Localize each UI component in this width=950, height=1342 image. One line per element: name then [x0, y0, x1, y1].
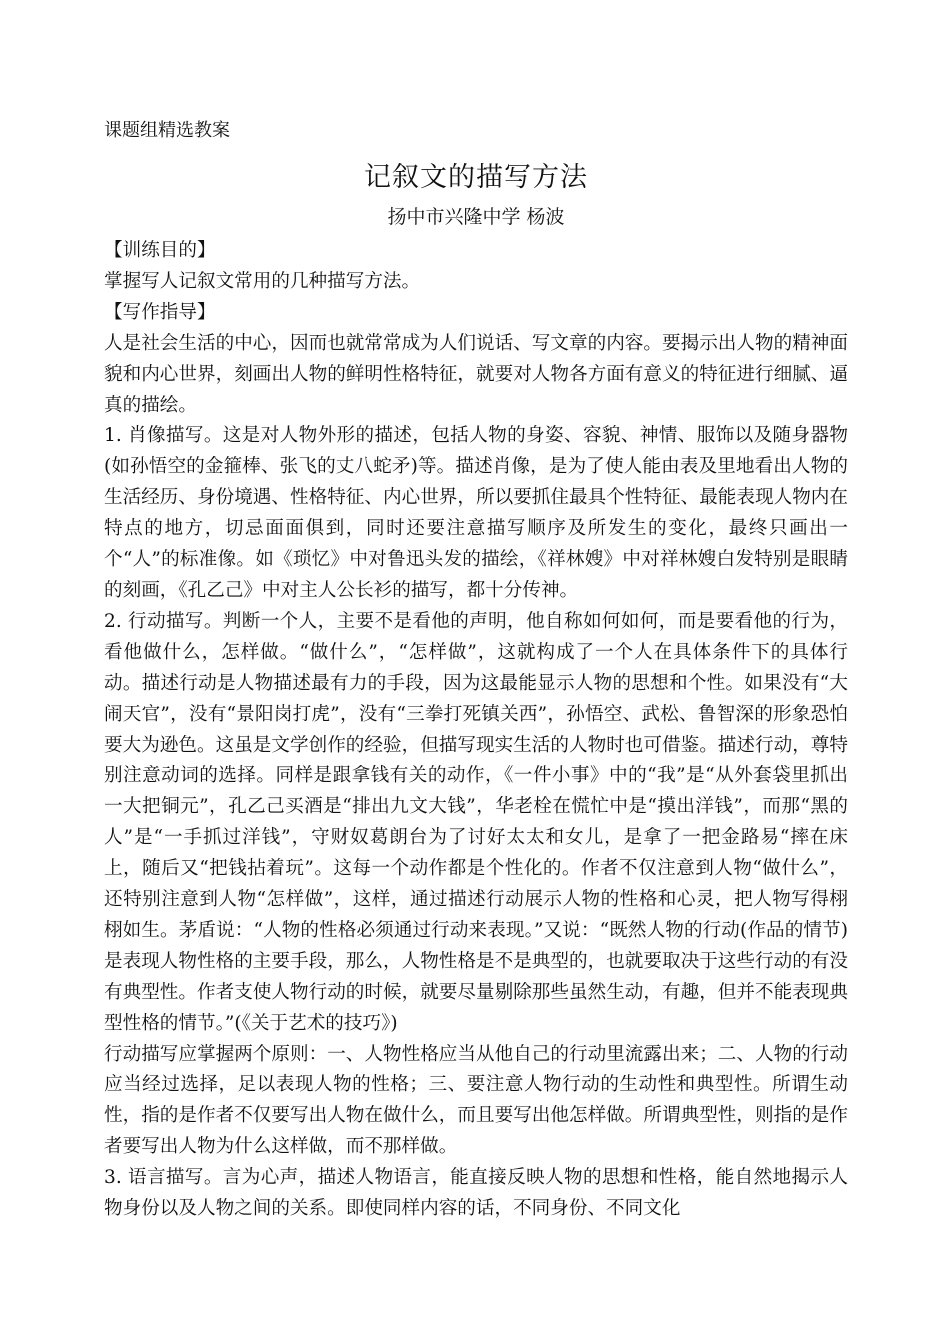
author-line: 扬中市兴隆中学 杨波	[387, 206, 565, 228]
guide-heading: 【写作指导】	[104, 301, 216, 323]
intro-paragraph: 人是社会生活的中心，因而也就常常成为人们说话、写文章的内容。要揭示出人物的精神面貌和内心世界，刻画出人物的鲜明性格特征，就要对人物各方面有意义的特征进行细腻、逼真的描绘。	[104, 332, 848, 416]
document-page	[104, 116, 848, 1225]
header-label: 课题组精选教案	[104, 120, 230, 141]
action-principles-paragraph: 行动描写应掌握两个原则：一、人物性格应当从他自己的行动里流露出来；二、人物的行动应当经过选择，足以表现人物的性格；三、要注意人物行动的生动性和典型性。所谓生动性，指的是作者不仅要写出人物在做什么，而且要写出他怎样做。所谓典型性，则指的是作者要写出人物为什么这样做，而不那样做。	[104, 1043, 848, 1158]
document-title: 记叙文的描写方法	[364, 162, 588, 193]
goal-heading: 【训练目的】	[104, 240, 216, 261]
goal-text: 掌握写人记叙文常用的几种描写方法。	[104, 270, 421, 292]
action-paragraph: 2. 行动描写。判断一个人，主要不是看他的声明，他自称如何如何，而是要看他的行为，看他做什么，怎样做。“做什么”，“怎样做”，这就构成了一个人在具体条件下的具体行动。描述行动是人物描述最有力的手段，因为这最能显示人物的思想和个性。如果没有“大闹天官”，没有“景阳岗打虎”，没有“三拳打死镇关西”，孙悟空、武松、鲁智深的形象恐怕要大为逊色。这虽是文学创作的经验，但描写现实生活的人物时也可借鉴。描述行动，尊特别注意动词的选择。同样是跟拿钱有关的动作，《一件小事》中的“我”是“从外套袋里抓出一大把铜元”，孔乙己买酒是“排出九文大钱”，华老栓在慌忙中是“摸出洋钱”，而那“黑的人”是“一手抓过洋钱”，守财奴葛朗台为了讨好太太和女儿，是拿了一把金路易“摔在床上，随后又“把钱拈着玩”。这每一个动作都是个性化的。作者不仅注意到人物“做什么”，还特别注意到人物“怎样做”，这样，通过描述行动展示人物的性格和心灵，把人物写得栩栩如生。茅盾说：“人物的性格必须通过行动来表现。”又说：“既然人物的行动(作品的情节)是表现人物性格的主要手段，那么，人物性格是不是典型的，也就要取决于这些行动的有没有典型性。作者支使人物行动的时候，就要尽量剔除那些虽然生动，有趣，但并不能表现典型性格的情节。”(《关于艺术的技巧》)	[104, 610, 848, 1034]
language-paragraph: 3. 语言描写。言为心声，描述人物语言，能直接反映人物的思想和性格，能自然地揭示人物身份以及人物之间的关系。即使同样内容的话，不同身份、不同文化	[104, 1167, 848, 1220]
portrait-paragraph: 1. 肖像描写。这是对人物外形的描述，包括人物的身姿、容貌、神情、服饰以及随身器物(如孙悟空的金箍棒、张飞的丈八蛇矛)等。描述肖像，是为了使人能由表及里地看出人物的生活经历、身份境遇、性格特征、内心世界，所以要抓住最具个性特征、最能表现人物内在特点的地方，切忌面面俱到，同时还要注意描写顺序及所发生的变化，最终只画出一个“人”的标准像。如《琐忆》中对鲁迅头发的描绘，《祥林嫂》中对祥林嫂白发特别是眼睛的刻画，《孔乙己》中对主人公长衫的描写，都十分传神。	[104, 425, 848, 601]
